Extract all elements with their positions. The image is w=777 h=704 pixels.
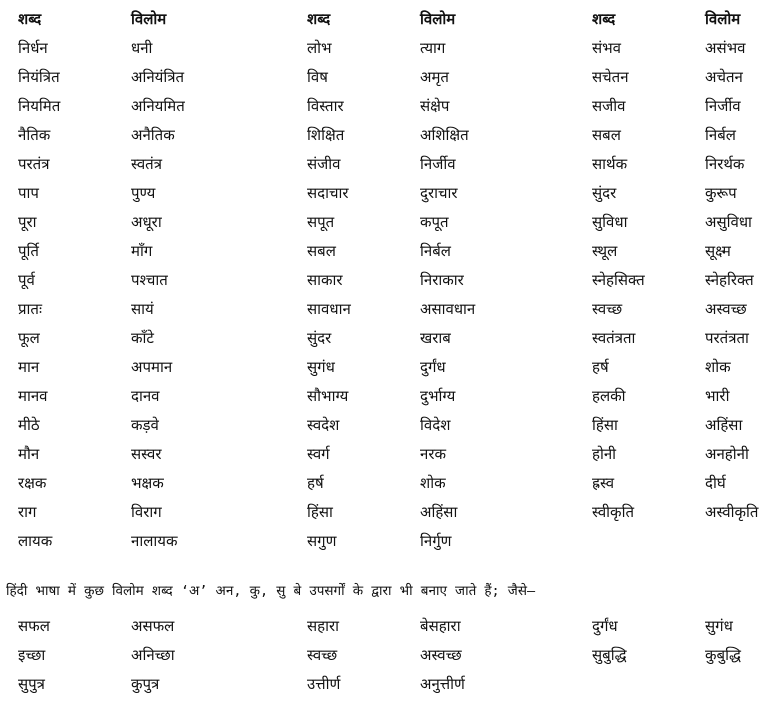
word-cell: सबल — [592, 126, 621, 144]
antonym-cell: अनियमित — [131, 97, 185, 115]
antonym-cell: असंभव — [705, 39, 746, 57]
word-cell: स्वीकृति — [592, 503, 635, 521]
antonym-cell: अस्वच्छ — [420, 646, 462, 664]
word-cell: उत्तीर्ण — [307, 675, 341, 693]
antonym-cell: अहिंसा — [420, 503, 458, 521]
table-row — [0, 353, 777, 382]
word-cell: ह्रस्व — [592, 474, 615, 492]
antonym-cell: सस्वर — [131, 445, 162, 463]
antonym-cell: निर्बल — [705, 126, 736, 144]
word-cell: पूर्व — [18, 271, 35, 289]
antonym-cell: निर्जीव — [420, 155, 456, 173]
antonym-cell: अनुत्तीर्ण — [420, 675, 465, 693]
antonym-cell: असफल — [131, 617, 175, 635]
antonym-cell: दुराचार — [420, 184, 458, 202]
word-cell: इच्छा — [18, 646, 46, 664]
table-row — [0, 92, 777, 121]
antonym-cell: खराब — [420, 329, 451, 347]
antonym-cell: सुगंध — [705, 617, 733, 635]
antonym-cell: असुविधा — [705, 213, 752, 231]
word-cell: सगुण — [307, 532, 337, 550]
header-cell: विलोम — [705, 10, 741, 28]
antonym-cell: शोक — [705, 358, 731, 376]
antonym-cell: पुण्य — [131, 184, 156, 202]
table-row — [0, 382, 777, 411]
word-cell: स्वतंत्रता — [592, 329, 636, 347]
table-row — [0, 295, 777, 324]
word-cell: हिंसा — [592, 416, 618, 434]
antonym-cell: भारी — [705, 387, 730, 405]
header-row — [0, 5, 777, 34]
antonym-cell: कड़वे — [131, 416, 159, 434]
antonym-cell: अचेतन — [705, 68, 743, 86]
antonym-cell: कुबुद्धि — [705, 646, 741, 664]
antonym-cell: स्वतंत्र — [131, 155, 163, 173]
antonym-cell: अपमान — [131, 358, 173, 376]
word-cell: परतंत्र — [18, 155, 50, 173]
word-cell: सचेतन — [592, 68, 629, 86]
word-cell: सुंदर — [307, 329, 332, 347]
word-cell: स्वच्छ — [307, 646, 338, 664]
word-cell: निर्धन — [18, 39, 48, 57]
word-cell: पाप — [18, 184, 39, 202]
antonym-cell: विराग — [131, 503, 162, 521]
word-cell: पूरा — [18, 213, 37, 231]
word-cell: सुगंध — [307, 358, 335, 376]
table-row — [0, 34, 777, 63]
antonym-cell: अधूरा — [131, 213, 162, 231]
antonym-cell: दुर्भाग्य — [420, 387, 456, 405]
antonym-cell: अहिंसा — [705, 416, 743, 434]
word-cell: सावधान — [307, 300, 351, 318]
antonym-cell: दुर्गंध — [420, 358, 446, 376]
antonym-cell: विदेश — [420, 416, 451, 434]
word-cell: रक्षक — [18, 474, 47, 492]
antonym-cell: दीर्घ — [705, 474, 726, 492]
table-row — [0, 237, 777, 266]
header-cell: शब्द — [18, 10, 42, 28]
header-cell: विलोम — [131, 10, 167, 28]
word-cell: हिंसा — [307, 503, 333, 521]
table-row — [0, 469, 777, 498]
table-row — [0, 150, 777, 179]
example-row — [0, 641, 777, 670]
word-cell: सुविधा — [592, 213, 628, 231]
word-cell: सपूत — [307, 213, 335, 231]
word-cell: स्वर्ग — [307, 445, 330, 463]
antonym-cell: अनहोनी — [705, 445, 749, 463]
word-cell: स्थूल — [592, 242, 618, 260]
word-cell: लोभ — [307, 39, 332, 57]
antonym-cell: निर्जीव — [705, 97, 741, 115]
antonym-cell: सूक्ष्म — [705, 242, 731, 260]
antonym-cell: अनिच्छा — [131, 646, 175, 664]
word-cell: फूल — [18, 329, 40, 347]
word-cell: सार्थक — [592, 155, 628, 173]
word-cell: विष — [307, 68, 328, 86]
word-cell: स्वदेश — [307, 416, 340, 434]
antonym-cell: अशिक्षित — [420, 126, 469, 144]
word-cell: संभव — [592, 39, 622, 57]
word-cell: नियमित — [18, 97, 61, 115]
word-cell: सौभाग्य — [307, 387, 349, 405]
word-cell: सुपुत्र — [18, 675, 45, 693]
antonym-cell: शोक — [420, 474, 446, 492]
antonym-cell: काँटे — [131, 329, 154, 347]
word-cell: विस्तार — [307, 97, 344, 115]
table-row — [0, 498, 777, 527]
word-cell: हर्ष — [307, 474, 324, 492]
word-cell: मौन — [18, 445, 40, 463]
antonym-cell: परतंत्रता — [705, 329, 749, 347]
antonym-cell: माँग — [131, 242, 153, 260]
antonym-cell: सायं — [131, 300, 154, 318]
antonym-cell: निराकार — [420, 271, 464, 289]
antonym-cell: निर्बल — [420, 242, 451, 260]
example-row — [0, 612, 777, 641]
word-cell: सफल — [18, 617, 50, 635]
word-cell: शिक्षित — [307, 126, 345, 144]
table-row — [0, 527, 777, 556]
word-cell: राग — [18, 503, 37, 521]
table-row — [0, 324, 777, 353]
word-cell: मीठे — [18, 416, 40, 434]
prefix-note: हिंदी भाषा में कुछ विलोम शब्द ‘अ’ अन, कु, सु बे उपसर्गों के द्वारा भी बनाए जाते हैं; जैसे— — [6, 583, 536, 599]
antonym-cell: कपूत — [420, 213, 449, 231]
antonym-cell: धनी — [131, 39, 153, 57]
antonym-cell: संक्षेप — [420, 97, 450, 115]
antonym-cell: पश्चात — [131, 271, 168, 289]
antonym-cell: असावधान — [420, 300, 476, 318]
word-cell: पूर्ति — [18, 242, 39, 260]
word-cell: मान — [18, 358, 40, 376]
header-cell: विलोम — [420, 10, 456, 28]
word-cell: संजीव — [307, 155, 341, 173]
antonym-cell: बेसहारा — [420, 617, 461, 635]
table-row — [0, 266, 777, 295]
word-cell: स्वच्छ — [592, 300, 623, 318]
word-cell: होनी — [592, 445, 617, 463]
table-row — [0, 179, 777, 208]
antonym-cell: अस्वच्छ — [705, 300, 747, 318]
word-cell: सुंदर — [592, 184, 617, 202]
antonym-cell: कुरूप — [705, 184, 737, 202]
antonym-cell: निर्गुण — [420, 532, 452, 550]
word-cell: दुर्गंध — [592, 617, 618, 635]
table-row — [0, 121, 777, 150]
antonym-cell: अनियंत्रित — [131, 68, 185, 86]
antonym-cell: नरक — [420, 445, 446, 463]
word-cell: हर्ष — [592, 358, 609, 376]
antonym-cell: अमृत — [420, 68, 449, 86]
antonym-cell: भक्षक — [131, 474, 164, 492]
word-cell: नैतिक — [18, 126, 51, 144]
antonym-cell: त्याग — [420, 39, 446, 57]
antonym-cell: दानव — [131, 387, 160, 405]
table-row — [0, 63, 777, 92]
word-cell: प्रातः — [18, 300, 43, 318]
example-row — [0, 670, 777, 699]
word-cell: स्नेहसिक्त — [592, 271, 645, 289]
antonym-cell: निरर्थक — [705, 155, 745, 173]
word-cell: सुबुद्धि — [592, 646, 627, 664]
word-cell: लायक — [18, 532, 53, 550]
header-cell: शब्द — [592, 10, 616, 28]
antonym-cell: अनैतिक — [131, 126, 175, 144]
word-cell: सबल — [307, 242, 336, 260]
word-cell: हलकी — [592, 387, 626, 405]
antonym-cell: स्नेहरिक्त — [705, 271, 754, 289]
word-cell: मानव — [18, 387, 48, 405]
antonym-cell: कुपुत्र — [131, 675, 160, 693]
word-cell: नियंत्रित — [18, 68, 60, 86]
antonym-cell: अस्वीकृति — [705, 503, 759, 521]
word-cell: सजीव — [592, 97, 626, 115]
antonym-cell: नालायक — [131, 532, 178, 550]
table-row — [0, 440, 777, 469]
word-cell: साकार — [307, 271, 343, 289]
word-cell: सदाचार — [307, 184, 349, 202]
table-row — [0, 208, 777, 237]
word-cell: सहारा — [307, 617, 340, 635]
table-row — [0, 411, 777, 440]
header-cell: शब्द — [307, 10, 331, 28]
